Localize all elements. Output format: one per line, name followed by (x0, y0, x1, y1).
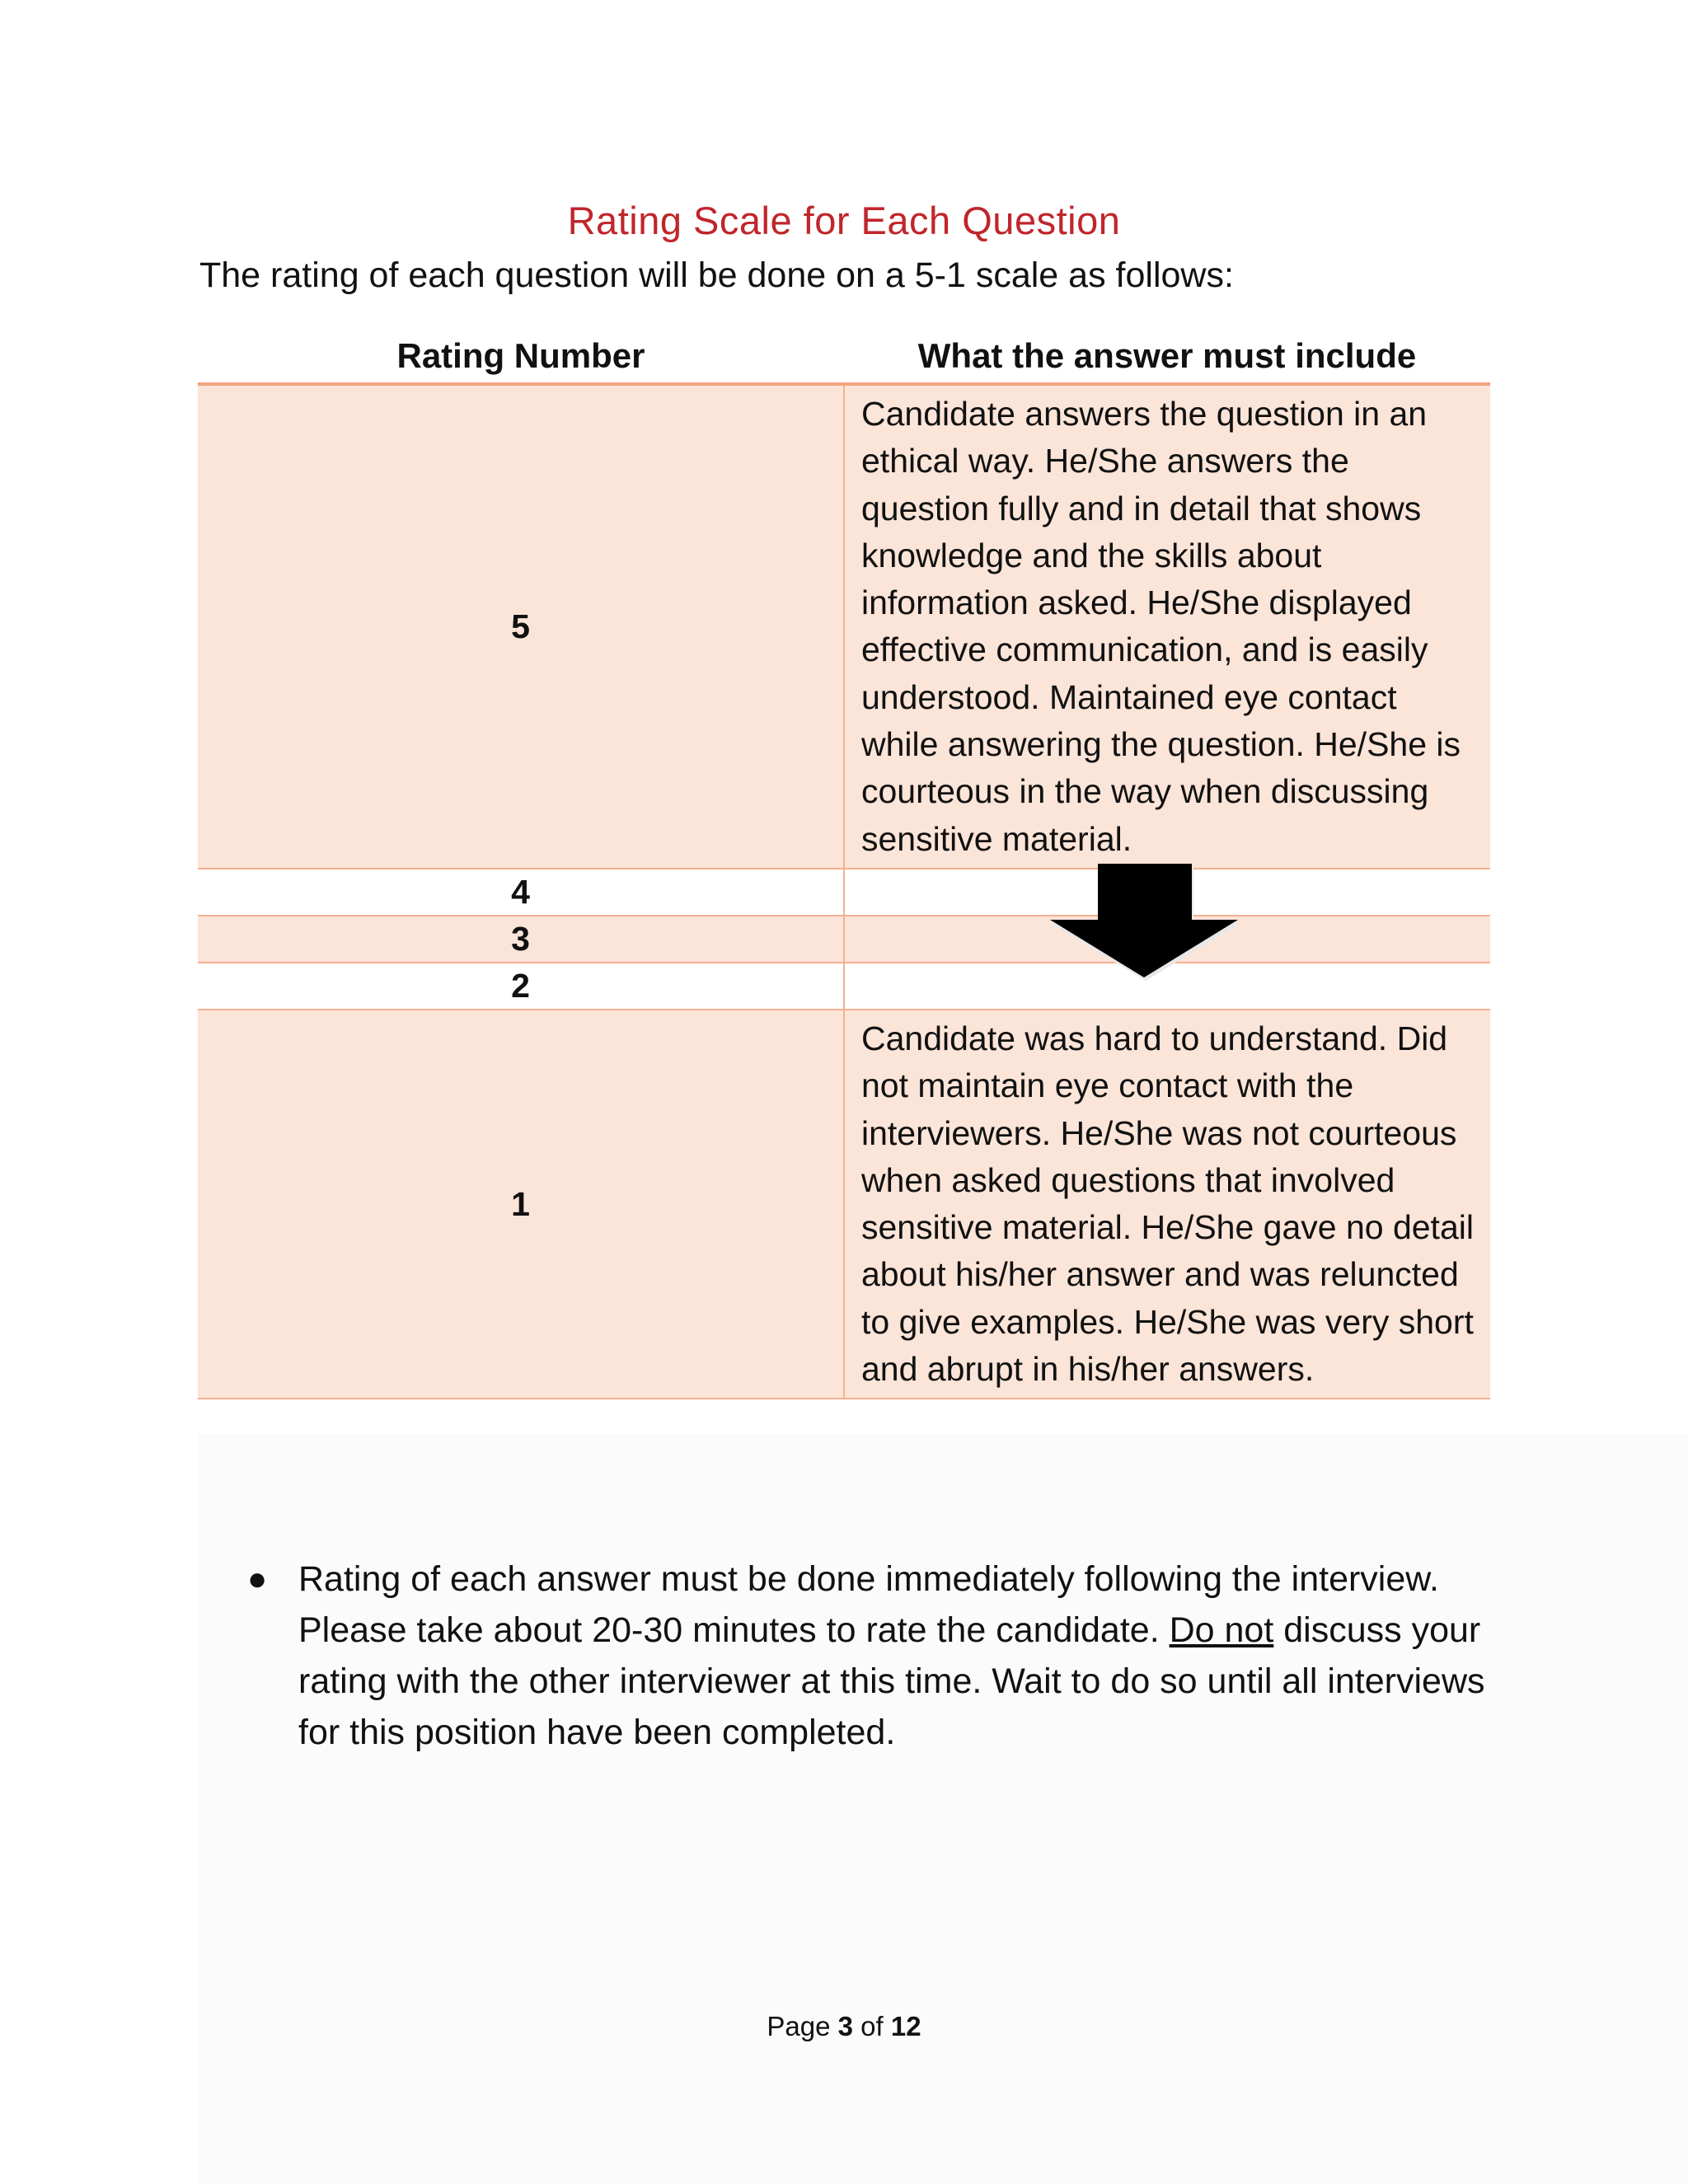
rating-number: 4 (198, 869, 844, 916)
instruction-list (247, 1554, 1500, 1758)
table-row (198, 916, 1490, 963)
instruction-emphasis: Do not (1169, 1610, 1274, 1650)
intro-text: The rating of each question will be done on a 5-1 scale as follows: (199, 255, 1234, 295)
header-answer-include: What the answer must include (844, 321, 1490, 384)
rating-number: 3 (198, 916, 844, 963)
rating-number: 1 (198, 1010, 844, 1399)
instruction-text-part1: Rating of each answer must be done immediately following the interview. Please take about 20-30 minutes to rate the candidate. (298, 1559, 1439, 1650)
rating-scale-table (198, 321, 1490, 1399)
bullet-icon: ● (247, 1561, 268, 1597)
table-row (198, 1010, 1490, 1399)
footer-total-pages: 12 (890, 2011, 921, 2041)
rating-number: 2 (198, 963, 844, 1010)
page-footer (0, 2011, 1688, 2042)
table-header-row (198, 321, 1490, 384)
rating-description: Candidate answers the question in an ethical way. He/She answers the question fully and in detail that shows knowledge and the skills about information asked. He/She displayed effective communication, and is easily understood. Maintained eye contact while answering the question. He/She is courteous in the way when discussing sensitive material. (844, 384, 1490, 869)
down-arrow-icon (1047, 864, 1241, 981)
header-rating-number: Rating Number (198, 321, 844, 384)
footer-current-page: 3 (837, 2011, 853, 2041)
scan-background (198, 1434, 1688, 2184)
page-title: Rating Scale for Each Question (567, 199, 1121, 242)
table-row (198, 384, 1490, 869)
footer-page-word: Page (767, 2011, 831, 2041)
table-row (198, 963, 1490, 1010)
footer-of-word: of (860, 2011, 884, 2041)
list-item (247, 1554, 1500, 1758)
instruction-text-part2: discuss your rating with the other interviewer at this time. Wait to do so until all interviews for this position have been completed. (298, 1610, 1485, 1752)
rating-number: 5 (198, 384, 844, 869)
table-row (198, 869, 1490, 916)
rating-description: Candidate was hard to understand. Did not maintain eye contact with the interviewers. He/She was not courteous when asked questions that involved sensitive material. He/She gave no detail about his/her answer and was reluncted to give examples. He/She was very short and abrupt in his/her answers. (844, 1010, 1490, 1399)
